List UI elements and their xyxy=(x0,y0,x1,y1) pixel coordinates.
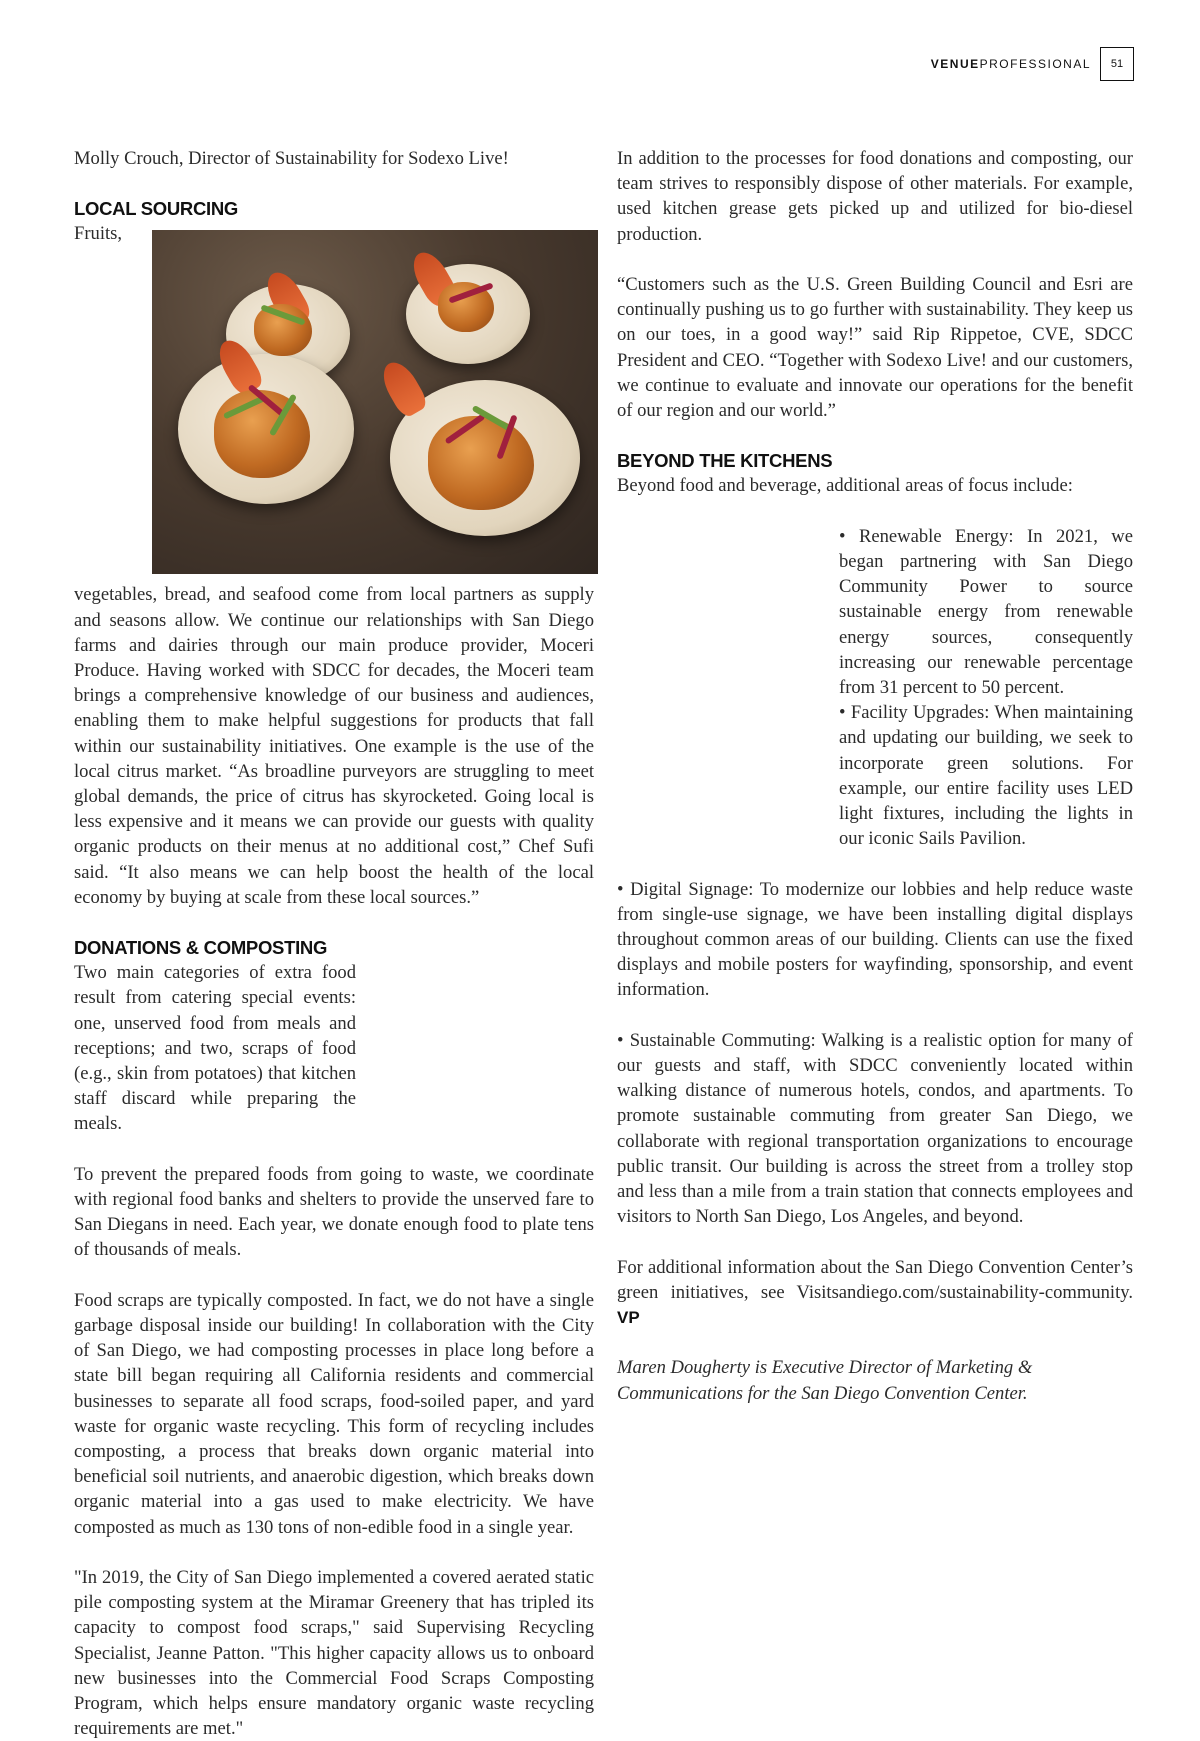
bullet-digital-signage: • Digital Signage: To modernize our lobbies and help reduce waste from single-use signage, we have been installing digital displays throughout common areas of our building. Clients can use the fixed displays and mobile posters for wayfinding, sponsorship, and event information. xyxy=(617,878,1133,1001)
local-sourcing-paragraph xyxy=(74,221,594,910)
right-column xyxy=(617,146,1133,1406)
customers-paragraph: “Customers such as the U.S. Green Building Council and Esri are continually pushing us to go further with sustainability. They keep us on our toes, in a good way!” said Rip Rippetoe, CVE, SDCC President and CEO. “Together with Sodexo Live! and our customers, we continue to evaluate and innovate our operations for the benefit of our region and our world.” xyxy=(617,274,1133,422)
brand-rest: PROFESSIONAL xyxy=(979,57,1091,71)
materials-paragraph: In addition to the processes for food donations and composting, our team strives to responsibly dispose of other materials. For example, used kitchen grease gets picked up and utilized for bio-diesel production. xyxy=(617,148,1133,245)
heading-beyond-kitchens: BEYOND THE KITCHENS xyxy=(617,450,833,472)
local-sourcing-text: Fruits, vegetables, bread, and seafood come from local partners as supply and seasons allow. We continue our relationships with San Diego farms and dairies through our main produce provider, Moceri Produce. Having worked with SDCC for decades, the Moceri team brings a comprehensive knowledge of our business and audiences, enabling them to make helpful suggestions for products that fall within our sustainability initiatives. One example is the use of the local citrus market. “As broadline purveyors are struggling to meet global demands, the price of citrus has skyrocketed. Going local is less expensive and it means we can provide our guests with quality organic products on their menus at no additional cost,” Chef Sufi said. “It also means we can help boost the health of the local economy by buying at scale from these local sources.” xyxy=(74,223,594,908)
donations-paragraph-2: To prevent the prepared foods from going to waste, we coordinate with regional food banks and shelters to provide the unserved fare to San Diegans in need. Each year, we donate enough food to plate tens of thousands of meals. xyxy=(74,1163,594,1261)
composting-paragraph: Food scraps are typically composted. In fact, we do not have a single garbage disposal inside our building! In collaboration with the City of San Diego, we had composting processes in place long before a state bill began requiring all California residents and commercial businesses to separate all food scraps, food-soiled paper, and yard waste for organic waste recycling. This form of recycling includes composting, a process that breaks down organic material into beneficial soil nutrients, and anaerobic digestion, which breaks down organic material into a gas used to make electricity. We have composted as much as 130 tons of non-edible food in a single year. xyxy=(74,1289,594,1538)
page-header xyxy=(931,46,1134,82)
author-byline: Maren Dougherty is Executive Director of Marketing & Communications for the San Diego Convention Center. xyxy=(617,1357,1033,1404)
bullet-sustainable-commuting: • Sustainable Commuting: Walking is a realistic option for many of our guests and staff, with SDCC conveniently located within walking distance of numerous hotels, condos, and apartments. To promote sustainable commuting from greater San Diego, we collaborate with regional transportation organizations to encourage public transit. Our building is across the street from a trolley stop and less than a mile from a train station that connects employees and visitors to North San Diego, Los Angeles, and beyond. xyxy=(617,1029,1133,1228)
brand-bold: VENUE xyxy=(930,57,980,71)
end-mark: VP xyxy=(617,1308,640,1328)
info-paragraph xyxy=(617,1255,1133,1331)
publication-name xyxy=(931,57,1091,71)
quote-paragraph: "In 2019, the City of San Diego implemented a covered aerated static pile composting system at the Miramar Greenery that has tripled its capacity to compost food scraps," said Supervising Recycling Specialist, Jeanne Patton. "This higher capacity allows us to onboard new businesses into the Commercial Food Scraps Composting Program, which helps ensure mandatory organic waste recycling requirements are met." xyxy=(74,1567,594,1740)
beyond-paragraph: Beyond food and beverage, additional areas of focus include: xyxy=(617,475,1073,497)
left-column xyxy=(74,146,594,1741)
shrimp-appetizer-photo xyxy=(152,230,598,574)
page-number: 51 xyxy=(1100,47,1134,81)
heading-donations-composting: DONATIONS & COMPOSTING xyxy=(74,937,328,959)
donations-paragraph-1: Two main categories of extra food result from catering special events: one, unserved food from meals and receptions; and two, scraps of food (e.g., skin from potatoes) that kitchen staff discard while preparing the meals. xyxy=(74,962,356,1135)
heading-local-sourcing: LOCAL SOURCING xyxy=(74,198,239,220)
info-text: For additional information about the San Diego Convention Center’s green initiatives, see Visitsandiego.com/sustainability-community. xyxy=(617,1256,1133,1303)
bullet-facility-upgrades: • Facility Upgrades: When maintaining and updating our building, we seek to incorporate green solutions. For example, our entire facility uses LED light fixtures, including the lights in our iconic Sails Pavilion. xyxy=(839,702,1133,850)
bullet-renewable-energy: • Renewable Energy: In 2021, we began partnering with San Diego Community Power to source sustainable energy from renewable energy sources, consequently increasing our renewable percentage from 31 percent to 50 percent. xyxy=(839,525,1133,699)
intro-line: Molly Crouch, Director of Sustainability for Sodexo Live! xyxy=(74,148,509,169)
